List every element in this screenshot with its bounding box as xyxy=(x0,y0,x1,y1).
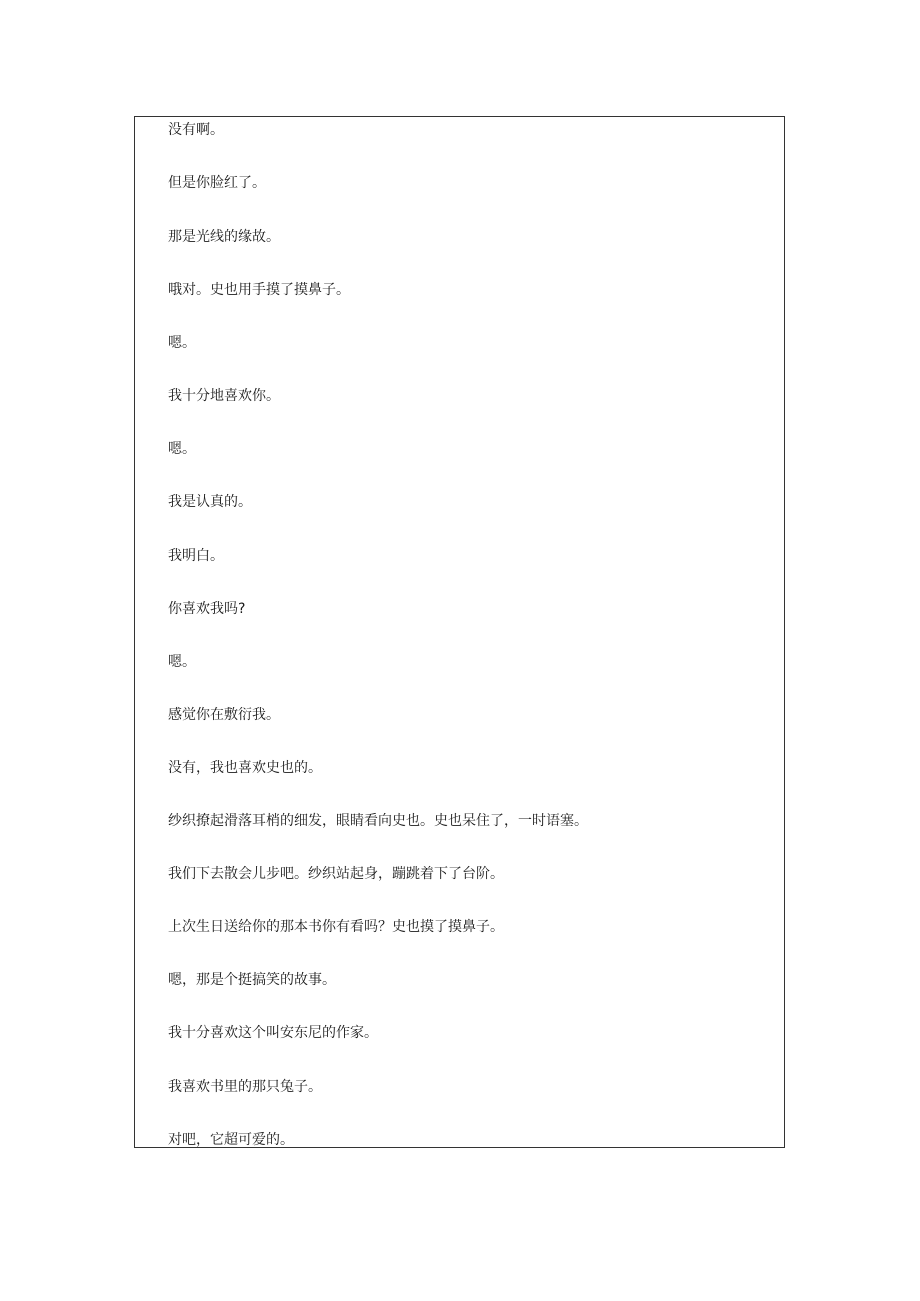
paragraph: 没有啊。 xyxy=(168,122,224,138)
paragraph: 嗯。 xyxy=(168,654,196,670)
paragraph: 嗯。 xyxy=(168,335,196,351)
paragraph: 我是认真的。 xyxy=(168,494,252,510)
paragraph: 嗯，那是个挺搞笑的故事。 xyxy=(168,972,336,988)
paragraph: 我明白。 xyxy=(168,548,224,564)
paragraph: 那是光线的缘故。 xyxy=(168,229,280,245)
paragraph: 我十分喜欢这个叫安东尼的作家。 xyxy=(168,1025,378,1041)
page-frame xyxy=(134,116,785,1148)
paragraph: 但是你脸红了。 xyxy=(168,175,266,191)
paragraph: 对吧，它超可爱的。 xyxy=(168,1132,294,1148)
paragraph: 纱织撩起滑落耳梢的细发，眼睛看向史也。史也呆住了，一时语塞。 xyxy=(168,813,588,829)
paragraph: 上次生日送给你的那本书你有看吗？史也摸了摸鼻子。 xyxy=(168,919,504,935)
paragraph: 感觉你在敷衍我。 xyxy=(168,707,280,723)
paragraph: 你喜欢我吗? xyxy=(168,601,246,617)
paragraph: 我十分地喜欢你。 xyxy=(168,388,280,404)
paragraph: 没有，我也喜欢史也的。 xyxy=(168,760,322,776)
paragraph: 嗯。 xyxy=(168,441,196,457)
paragraph: 我们下去散会儿步吧。纱织站起身，蹦跳着下了台阶。 xyxy=(168,866,504,882)
paragraph: 哦对。史也用手摸了摸鼻子。 xyxy=(168,282,350,298)
paragraph: 我喜欢书里的那只兔子。 xyxy=(168,1079,322,1095)
